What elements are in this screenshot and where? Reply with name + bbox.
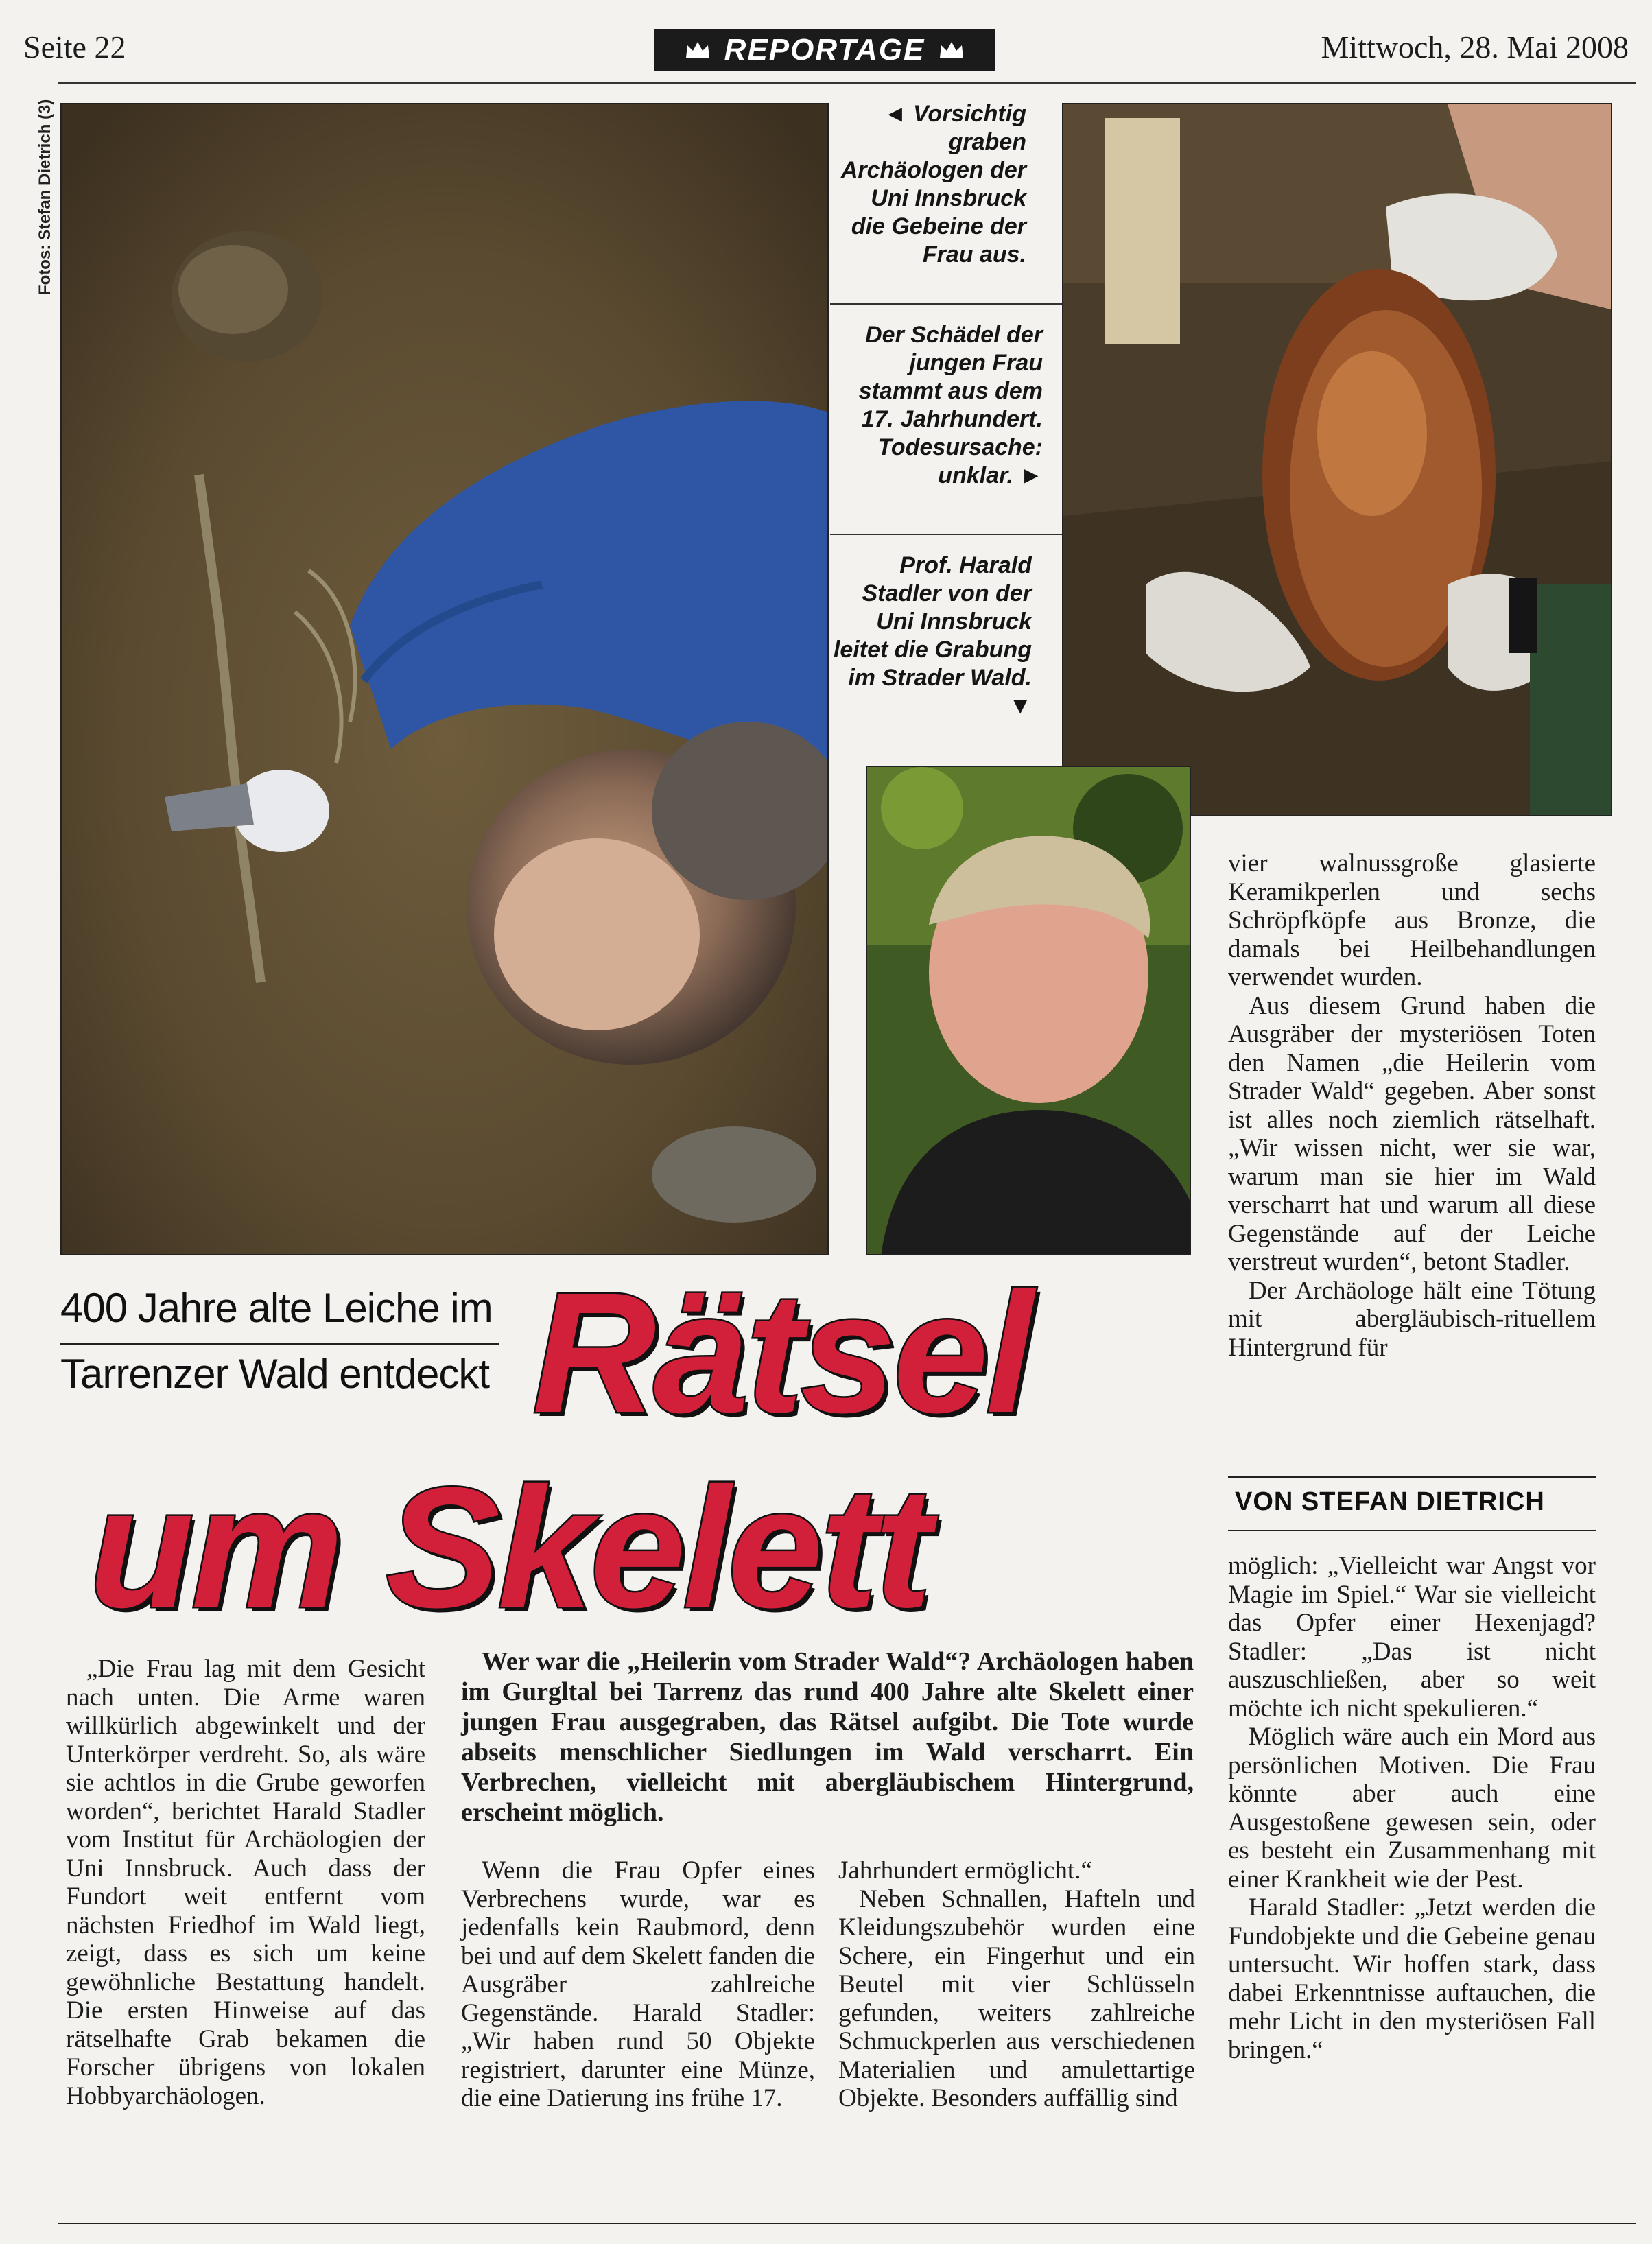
kicker-line-2: Tarrenzer Wald entdeckt bbox=[60, 1351, 490, 1397]
headline-line-1: Rätsel bbox=[532, 1257, 1031, 1448]
crown-icon bbox=[685, 40, 711, 60]
caption-divider bbox=[830, 303, 1063, 305]
photo-credit: Fotos: Stefan Dietrich (3) bbox=[36, 99, 54, 295]
article-column-right-top bbox=[1228, 849, 1596, 1362]
section-title: REPORTAGE bbox=[724, 33, 925, 67]
photo-skull bbox=[1062, 103, 1612, 816]
article-column-1 bbox=[66, 1655, 425, 2110]
photo-professor bbox=[866, 766, 1191, 1255]
article-paragraph: Wenn die Frau Opfer eines Verbrechens wurde, war es jedenfalls kein Raubmord, denn bei und auf dem Skelett fanden die Ausgräber zahlreiche Gegenstände. Harald Stadler: „Wir haben rund 50 Objekte registriert, darunter eine Münze, die eine Datierung ins frühe 17. bbox=[461, 1856, 815, 2112]
byline: VON STEFAN DIETRICH bbox=[1235, 1487, 1545, 1516]
footer-rule bbox=[58, 2223, 1636, 2224]
caption-divider bbox=[830, 534, 1063, 535]
byline-rule bbox=[1228, 1530, 1596, 1531]
headline-line-2: um Skelett bbox=[89, 1452, 930, 1643]
caption-skull: Der Schädel der jungen Frau stammt aus dem 17. Jahrhundert. Todesursache: unklar. ► bbox=[858, 322, 1043, 488]
article-column-3 bbox=[838, 1856, 1195, 2113]
article-paragraph: Neben Schnallen, Hafteln und Kleidungszubehör wurden eine Schere, ein Fingerhut und ein Beutel mit vier Schlüsseln gefunden, weiters zahlreiche Schmuckperlen aus verschiedenen Materialien und amulettartige Objekte. Besonders auffällig sind bbox=[838, 1885, 1195, 2112]
article-column-right-bottom bbox=[1228, 1552, 1596, 2064]
article-column-2 bbox=[461, 1856, 815, 2113]
kicker-line-1: 400 Jahre alte Leiche im bbox=[60, 1285, 493, 1331]
page-number: Seite 22 bbox=[23, 29, 126, 64]
article-paragraph: Harald Stadler: „Jetzt werden die Fundobjekte und die Gebeine genau untersucht. Wir hoffen stark, dass dabei Erkenntnisse auftauchen, die mehr Licht in den mysteriösen Fall bringen.“ bbox=[1228, 1893, 1596, 2064]
lead-paragraph: Wer war die „Heilerin vom Strader Wald“? Archäologen haben im Gurgltal bei Tarrenz das rund 400 Jahre alte Skelett einer jungen Frau ausgegraben, das Rätsel aufgibt. Die Tote wurde abseits menschlicher Siedlungen im Wald verscharrt. Ein Verbrechen, vielleicht mit abergläubischem Hintergrund, erscheint möglich. bbox=[461, 1647, 1194, 1827]
article-paragraph: Jahrhundert ermöglicht.“ bbox=[838, 1856, 1092, 1885]
crown-icon bbox=[939, 40, 965, 60]
article-paragraph: Möglich wäre auch ein Mord aus persönlichen Motiven. Die Frau könnte aber auch eine Ausgestoßene gewesen sein, oder es besteht ein Zusammenhang mit einer Krankheit wie der Pest. bbox=[1228, 1723, 1596, 1893]
article-lead bbox=[461, 1646, 1194, 1828]
photo-excavation bbox=[60, 103, 829, 1255]
article-paragraph: „Die Frau lag mit dem Gesicht nach unten. Die Arme waren willkürlich abgewinkelt und der Unterkörper verdreht. So, als wäre sie achtlos in die Grube geworfen worden“, berichtet Harald Stadler vom Institut für Archäologien der Uni Innsbruck. Auch dass der Fundort weit entfernt vom nächsten Friedhof im Wald liegt, zeigt, dass es sich um keine gewöhnliche Bestattung handelt. Die ersten Hinweise auf das rätselhafte Grab bekamen die Forscher übrigens von lokalen Hobbyarchäologen. bbox=[66, 1655, 425, 2110]
caption-professor: Prof. Harald Stadler von der Uni Innsbruck leitet die Grabung im Strader Wald. ▼ bbox=[833, 552, 1032, 719]
article-paragraph: möglich: „Vielleicht war Angst vor Magie im Spiel.“ War sie vielleicht das Opfer einer Hexenjagd? Stadler: „Das ist nicht auszuschließen, aber so weit möchte ich nicht spekulieren.“ bbox=[1228, 1552, 1596, 1723]
page-date: Mittwoch, 28. Mai 2008 bbox=[1321, 29, 1629, 64]
article-paragraph: vier walnussgroße glasierte Keramikperlen und sechs Schröpfköpfe aus Bronze, die damals bei Heilbehandlungen verwendet wurden. bbox=[1228, 849, 1596, 991]
section-banner bbox=[654, 29, 995, 71]
header-rule bbox=[58, 82, 1636, 84]
caption-excavation: ◄ Vorsichtig graben Archäologen der Uni Innsbruck die Gebeine der Frau aus. bbox=[840, 101, 1026, 268]
article-paragraph: Der Archäologe hält eine Tötung mit abergläubisch-rituellem Hintergrund für bbox=[1228, 1276, 1596, 1362]
byline-rule bbox=[1228, 1476, 1596, 1478]
article-paragraph: Aus diesem Grund haben die Ausgräber der mysteriösen Toten den Namen „die Heilerin vom Strader Wald“ gegeben. Aber sonst ist alles noch ziemlich rätselhaft. „Wir wissen nicht, wer sie war, warum man sie hier im Wald verscharrt hat und warum all diese Gegenstände auf der Leiche verstreut wurden“, betont Stadler. bbox=[1228, 991, 1596, 1276]
